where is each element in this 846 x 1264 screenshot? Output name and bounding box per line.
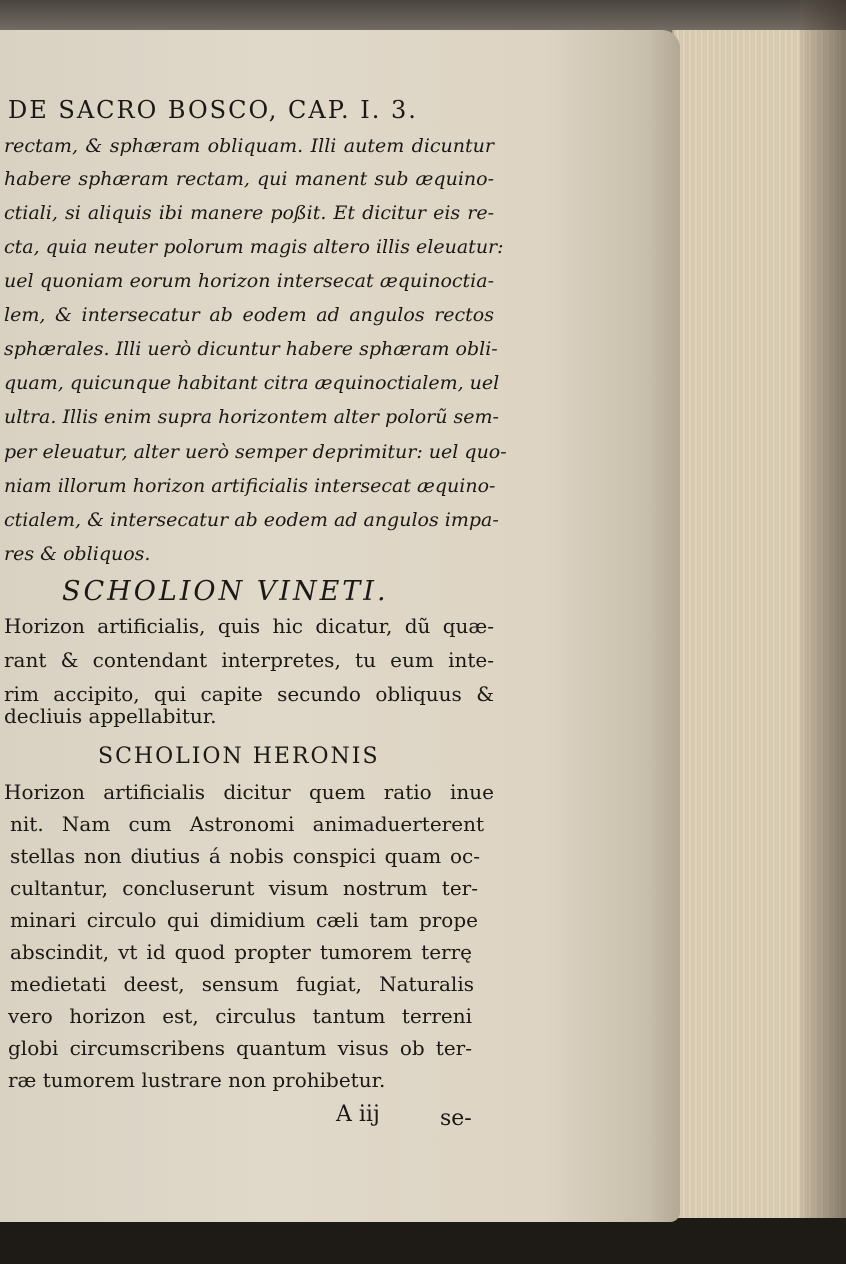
text-line: per eleuatur, alter uerò semper deprimitur: uel quo- [4, 441, 507, 463]
text-line: vero horizon est, circulus tantum terreni [8, 1004, 472, 1028]
text-line: cta, quia neuter polorum magis altero illis eleuatur: [4, 236, 504, 258]
text-line: sphærales. Illi uerò dicuntur habere sphæram obli- [4, 338, 498, 360]
text-line: habere sphæram rectam, qui manent sub æquino- [4, 168, 494, 190]
scholion-vineti-heading: SCHOLION VINETI. [62, 576, 389, 607]
text-line: minari circulo qui dimidium cæli tam prope [10, 908, 478, 932]
text-line: globi circumscribens quantum visus ob ter- [8, 1036, 472, 1060]
text-line: lem, & intersecatur ab eodem ad angulos rectos [4, 304, 494, 326]
text-line: abscindit, vt id quod propter tumorem terrę [10, 940, 472, 964]
text-line: rectam, & sphæram obliquam. Illi autem dicuntur [4, 135, 494, 157]
text-line: nit. Nam cum Astronomi animaduerterent [10, 812, 484, 836]
text-line: niam illorum horizon artificialis intersecat æquino- [4, 475, 496, 497]
text-line: quam, quicunque habitant citra æquinoctialem, uel [4, 372, 500, 394]
text-line: stellas non diutius á nobis conspici quam oc- [10, 844, 480, 868]
fore-edge-shadow [800, 0, 846, 1264]
text-line: ræ tumorem lustrare non prohibetur. [8, 1068, 386, 1092]
text-line: ultra. Illis enim supra horizontem alter polorũ sem- [4, 406, 499, 428]
signature-mark: A iij [336, 1102, 380, 1127]
catchword: se- [440, 1106, 472, 1131]
text-line: uel quoniam eorum horizon intersecat æquinoctia- [4, 270, 494, 292]
text-line: cultantur, concluserunt visum nostrum ter- [10, 876, 478, 900]
text-line: medietati deest, sensum fugiat, Naturalis [10, 972, 474, 996]
text-line: rant & contendant interpretes, tu eum inte- [4, 648, 494, 672]
book-bottom-edge [0, 1218, 846, 1264]
text-line: rim accipito, qui capite secundo obliquus & [4, 682, 494, 706]
text-line: decliuis appellabitur. [4, 704, 217, 728]
text-line: Horizon artificialis dicitur quem ratio inue [4, 780, 494, 804]
running-header: DE SACRO BOSCO, CAP. I. 3. [8, 96, 418, 124]
text-line: res & obliquos. [4, 543, 151, 565]
text-line: Horizon artificialis, quis hic dicatur, dũ quæ- [4, 614, 494, 638]
text-line: ctiali, si aliquis ibi manere poßit. Et dicitur eis re- [4, 202, 494, 224]
scholion-heronis-heading: SCHOLION HERONIS [98, 744, 380, 769]
text-line: ctialem, & intersecatur ab eodem ad angulos impa- [4, 509, 499, 531]
